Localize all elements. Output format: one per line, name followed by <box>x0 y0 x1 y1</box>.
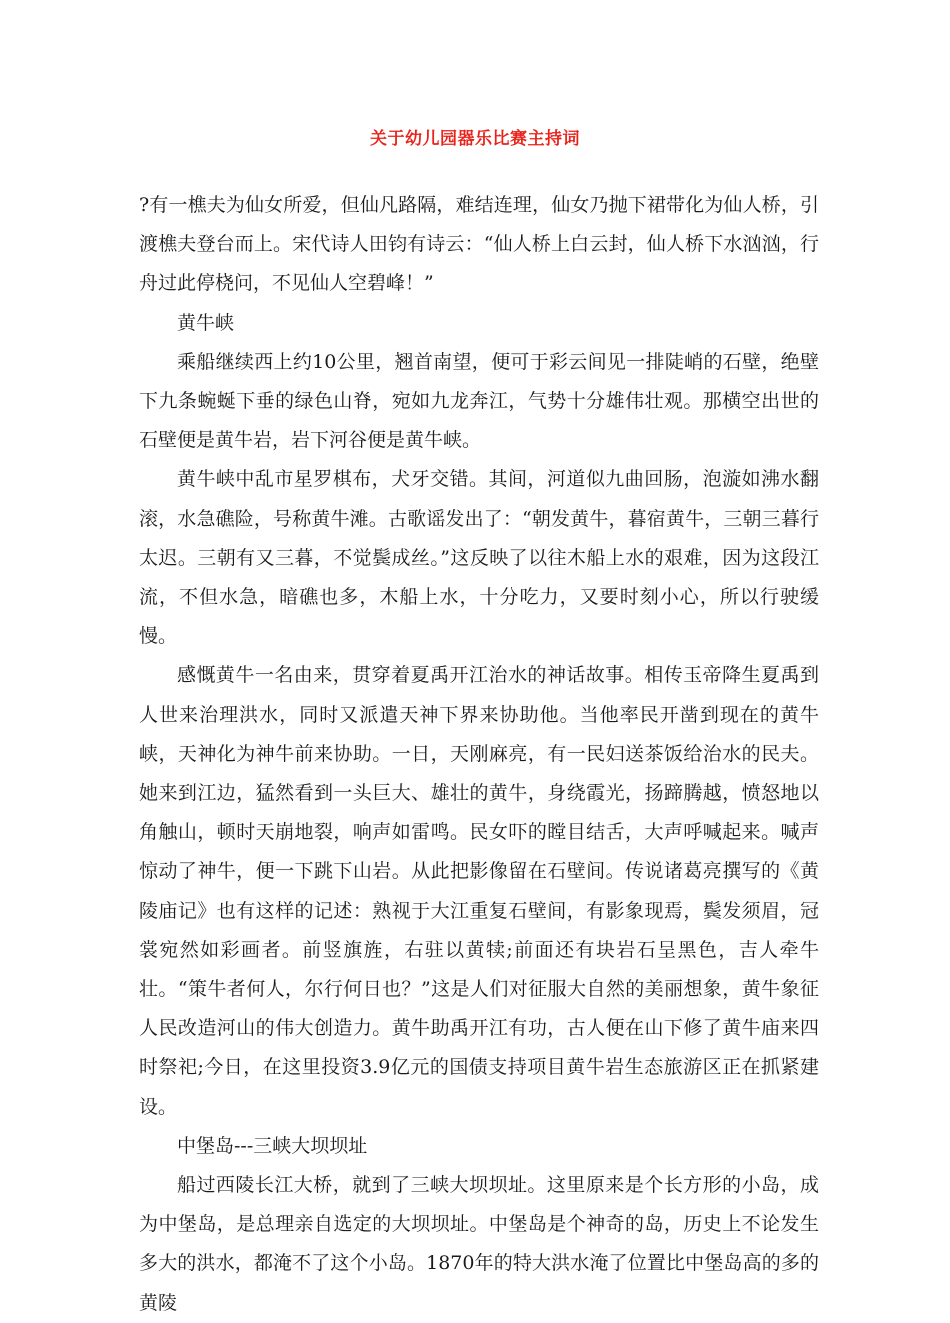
paragraph: 乘船继续西上约10公里，翘首南望，便可于彩云间见一排陡峭的石壁，绝壁下九条蜿蜒下垂的绿色山脊，宛如九龙奔江，气势十分雄伟壮观。那横空出世的石壁便是黄牛岩，岩下河谷便是黄牛峡。 <box>139 350 819 452</box>
paragraph: 黄牛峡中乱市星罗棋布，犬牙交错。其间，河道似九曲回肠，泡漩如沸水翻滚，水急礁险，号称黄牛滩。古歌谣发出了：“朝发黄牛，暮宿黄牛，三朝三暮行太迟。三朝有又三暮，不觉鬓成丝。”这反映了以往木船上水的艰难，因为这段江流，不但水急，暗礁也多，木船上水，十分吃力，又要时刻小心，所以行驶缓慢。 <box>139 468 819 648</box>
document-body <box>139 186 819 1323</box>
paragraph: 船过西陵长江大桥，就到了三峡大坝坝址。这里原来是个长方形的小岛，成为中堡岛，是总理亲自选定的大坝坝址。中堡岛是个神奇的岛，历史上不论发生多大的洪水，都淹不了这个小岛。1870年的特大洪水淹了位置比中堡岛高的多的黄陵 <box>139 1174 819 1314</box>
paragraph: 感慨黄牛一名由来，贯穿着夏禹开江治水的神话故事。相传玉帝降生夏禹到人世来治理洪水，同时又派遣天神下界来协助他。当他率民开凿到现在的黄牛峡，天神化为神牛前来协助。一日，天刚麻亮，有一民妇送茶饭给治水的民夫。她来到江边，猛然看到一头巨大、雄壮的黄牛，身绕霞光，扬蹄腾越，愤怒地以角触山，顿时天崩地裂，响声如雷鸣。民女吓的瞠目结舌，大声呼喊起来。喊声惊动了神牛，便一下跳下山岩。从此把影像留在石壁间。传说诸葛亮撰写的《黄陵庙记》也有这样的记述：熟视于大江重复石壁间，有影象现焉，鬓发须眉，冠裳宛然如彩画者。前竖旗旌，右驻以黄犊;前面还有块岩石呈黑色，吉人牵牛壮。“策牛者何人，尔行何日也？”这是人们对征服大自然的美丽想象，黄牛象征人民改造河山的伟大创造力。黄牛助禹开江有功，古人便在山下修了黄牛庙来四时祭祀;今日，在这里投资3.9亿元的国债支持项目黄牛岩生态旅游区正在抓紧建设。 <box>139 664 819 1118</box>
paragraph: ?有一樵夫为仙女所爱，但仙凡路隔，难结连理，仙女乃抛下裙带化为仙人桥，引渡樵夫登台而上。宋代诗人田钧有诗云：“仙人桥上白云封，仙人桥下水汹汹，行舟过此停桡问，不见仙人空碧峰！” <box>139 194 819 295</box>
section-heading: 黄牛峡 <box>177 311 235 334</box>
section-heading: 中堡岛---三峡大坝坝址 <box>177 1134 368 1157</box>
document-title: 关于幼儿园器乐比赛主持词 <box>370 129 580 149</box>
